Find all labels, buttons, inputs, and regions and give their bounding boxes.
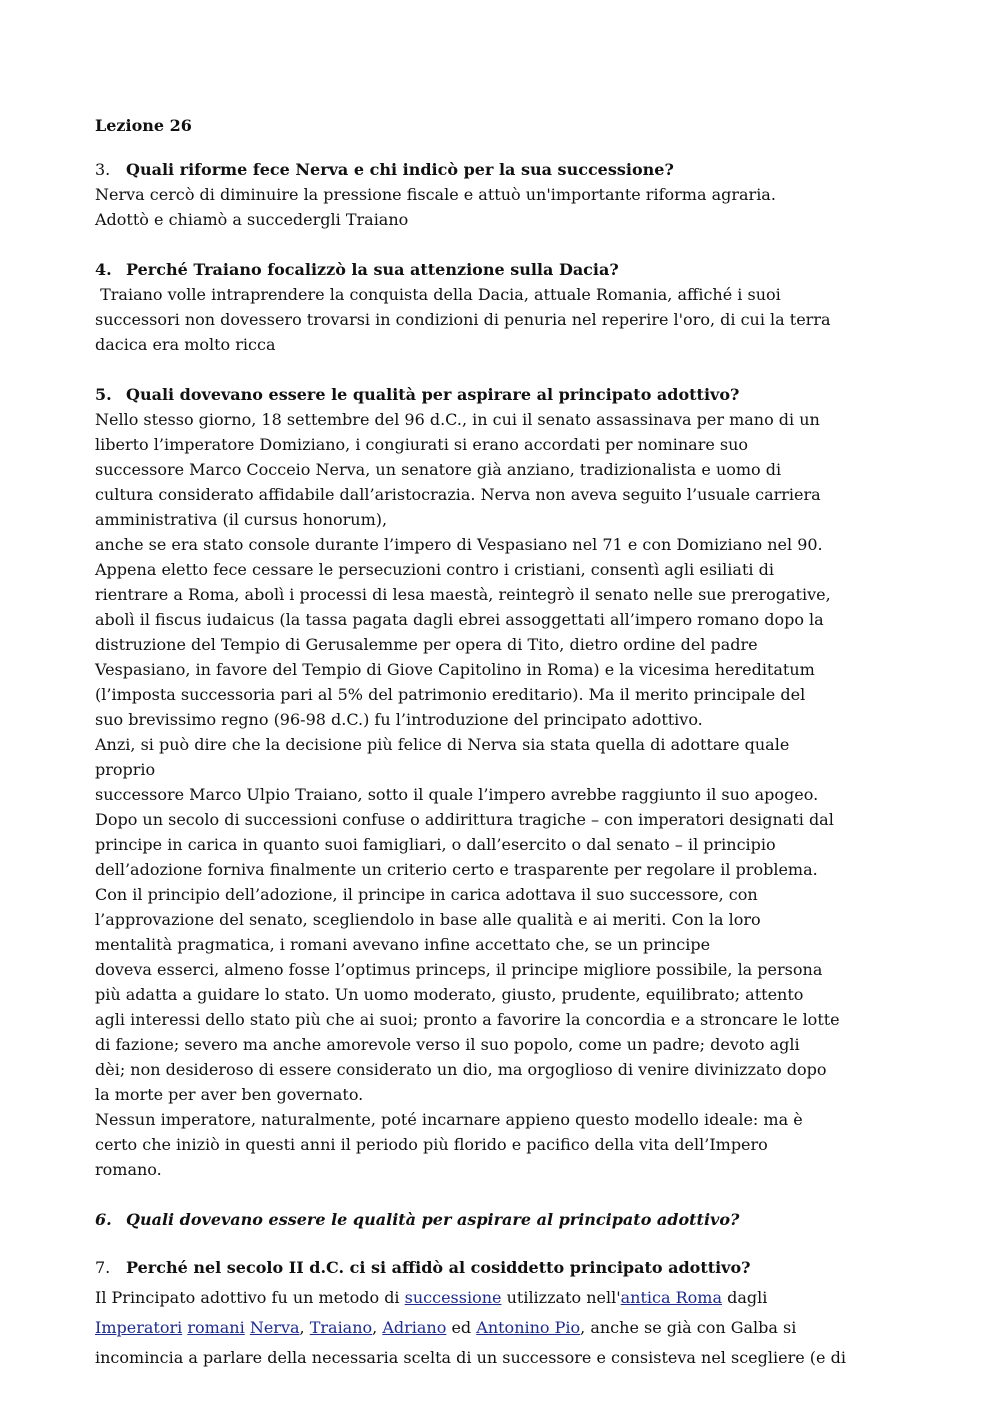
link-antica-roma[interactable]: antica Roma [620, 1288, 722, 1307]
answer-5-line: amministrativa (il cursus honorum), [95, 510, 388, 529]
answer-5-line: distruzione del Tempio di Gerusalemme per opera di Tito, dietro ordine del padre [95, 635, 758, 654]
answer-5-line: principe in carica in quanto suoi famigliari, o dall’esercito o dal senato – il principio [95, 835, 776, 854]
answer-5-line: Nessun imperatore, naturalmente, poté incarnare appieno questo modello ideale: ma è [95, 1110, 803, 1129]
answer-5-line: abolì il fiscus iudaicus (la tassa pagata dagli ebrei assoggettati all’impero romano dopo la [95, 610, 824, 629]
answer-5-line: dèi; non desideroso di essere considerato un dio, ma orgoglioso di venire divinizzato dopo [95, 1060, 827, 1079]
answer-7-line [95, 1315, 796, 1340]
answer-5-line: anche se era stato console durante l’impero di Vespasiano nel 71 e con Domiziano nel 90. [95, 535, 823, 554]
question-text: Perché nel secolo II d.C. ci si affidò al cosiddetto principato adottivo? [126, 1258, 751, 1277]
answer-5-line: la morte per aver ben governato. [95, 1085, 364, 1104]
answer-5-line: dell’adozione forniva finalmente un criterio certo e trasparente per regolare il problema. [95, 860, 818, 879]
answer-4-line: dacica era molto ricca [95, 335, 276, 354]
answer-text: Il Principato adottivo fu un metodo di [95, 1288, 405, 1307]
question-number: 7. [95, 1258, 111, 1277]
question-3 [95, 157, 674, 182]
link-imperatori[interactable]: Imperatori [95, 1318, 183, 1337]
answer-text: , [372, 1318, 383, 1337]
question-text: Quali dovevano essere le qualità per aspirare al principato adottivo? [126, 1210, 740, 1229]
question-number: 3. [95, 160, 111, 179]
answer-5-line: Nello stesso giorno, 18 settembre del 96 d.C., in cui il senato assassinava per mano di un [95, 410, 820, 429]
answer-5-line: l’approvazione del senato, scegliendolo in base alle qualità e ai meriti. Con la loro [95, 910, 761, 929]
answer-5-line: liberto l’imperatore Domiziano, i congiurati si erano accordati per nominare suo [95, 435, 749, 454]
question-7 [95, 1255, 751, 1280]
question-number: 5. [95, 385, 112, 404]
answer-5-line: doveva esserci, almeno fosse l’optimus princeps, il principe migliore possibile, la persona [95, 960, 823, 979]
answer-5-line: cultura considerato affidabile dall’aristocrazia. Nerva non aveva seguito l’usuale carriera [95, 485, 821, 504]
answer-4-line: Traiano volle intraprendere la conquista della Dacia, attuale Romania, affiché i suoi [95, 285, 781, 304]
answer-text: , anche se già con Galba si [580, 1318, 797, 1337]
answer-5-line: romano. [95, 1160, 162, 1179]
answer-5-line: rientrare a Roma, abolì i processi di lesa maestà, reintegrò il senato nelle sue prerogative, [95, 585, 831, 604]
question-6 [95, 1207, 739, 1232]
question-4 [95, 257, 619, 282]
answer-text: ed [446, 1318, 477, 1337]
link-antonino-pio[interactable]: Antonino Pio [476, 1318, 581, 1337]
question-number: 6. [95, 1210, 112, 1229]
answer-5-line: certo che iniziò in questi anni il periodo più florido e pacifico della vita dell’Impero [95, 1135, 768, 1154]
answer-5-line: agli interessi dello stato più che ai suoi; pronto a favorire la concordia e a stroncare le lotte [95, 1010, 840, 1029]
answer-5-line: Anzi, si può dire che la decisione più felice di Nerva sia stata quella di adottare quale [95, 735, 790, 754]
link-adriano[interactable]: Adriano [382, 1318, 447, 1337]
answer-3-line: Adottò e chiamò a succedergli Traiano [95, 210, 409, 229]
lesson-title: Lezione 26 [95, 116, 192, 135]
link-successione[interactable]: successione [404, 1288, 502, 1307]
answer-5-line: Appena eletto fece cessare le persecuzioni contro i cristiani, consentì agli esiliati di [95, 560, 774, 579]
link-nerva[interactable]: Nerva [249, 1318, 300, 1337]
answer-5-line: proprio [95, 760, 156, 779]
answer-5-line: mentalità pragmatica, i romani avevano infine accettato che, se un principe [95, 935, 711, 954]
answer-7-line [95, 1285, 767, 1310]
answer-4-line: successori non dovessero trovarsi in condizioni di penuria nel reperire l'oro, di cui la terra [95, 310, 831, 329]
link-traiano[interactable]: Traiano [309, 1318, 373, 1337]
answer-5-line: (l’imposta successoria pari al 5% del patrimonio ereditario). Ma il merito principale del [95, 685, 806, 704]
answer-text: dagli [722, 1288, 768, 1307]
answer-5-line: di fazione; severo ma anche amorevole verso il suo popolo, come un padre; devoto agli [95, 1035, 800, 1054]
question-5 [95, 382, 739, 407]
question-text: Perché Traiano focalizzò la sua attenzione sulla Dacia? [126, 260, 619, 279]
answer-5-line: Dopo un secolo di successioni confuse o addirittura tragiche – con imperatori designati dal [95, 810, 834, 829]
answer-7-line: incomincia a parlare della necessaria scelta di un successore e consisteva nel scegliere (e di [95, 1348, 846, 1367]
answer-5-line: successore Marco Ulpio Traiano, sotto il quale l’impero avrebbe raggiunto il suo apogeo. [95, 785, 819, 804]
question-text: Quali riforme fece Nerva e chi indicò per la sua successione? [126, 160, 674, 179]
link-romani[interactable]: romani [187, 1318, 245, 1337]
question-number: 4. [95, 260, 112, 279]
answer-5-line: suo brevissimo regno (96-98 d.C.) fu l’introduzione del principato adottivo. [95, 710, 703, 729]
answer-text: utilizzato nell' [501, 1288, 621, 1307]
answer-5-line: Con il principio dell’adozione, il principe in carica adottava il suo successore, con [95, 885, 758, 904]
question-text: Quali dovevano essere le qualità per aspirare al principato adottivo? [126, 385, 740, 404]
answer-3-line: Nerva cercò di diminuire la pressione fiscale e attuò un'importante riforma agraria. [95, 185, 776, 204]
answer-5-line: Vespasiano, in favore del Tempio di Giove Capitolino in Roma) e la vicesima hereditatum [95, 660, 815, 679]
answer-5-line: più adatta a guidare lo stato. Un uomo moderato, giusto, prudente, equilibrato; attento [95, 985, 804, 1004]
answer-5-line: successore Marco Cocceio Nerva, un senatore già anziano, tradizionalista e uomo di [95, 460, 782, 479]
answer-text: , [299, 1318, 310, 1337]
